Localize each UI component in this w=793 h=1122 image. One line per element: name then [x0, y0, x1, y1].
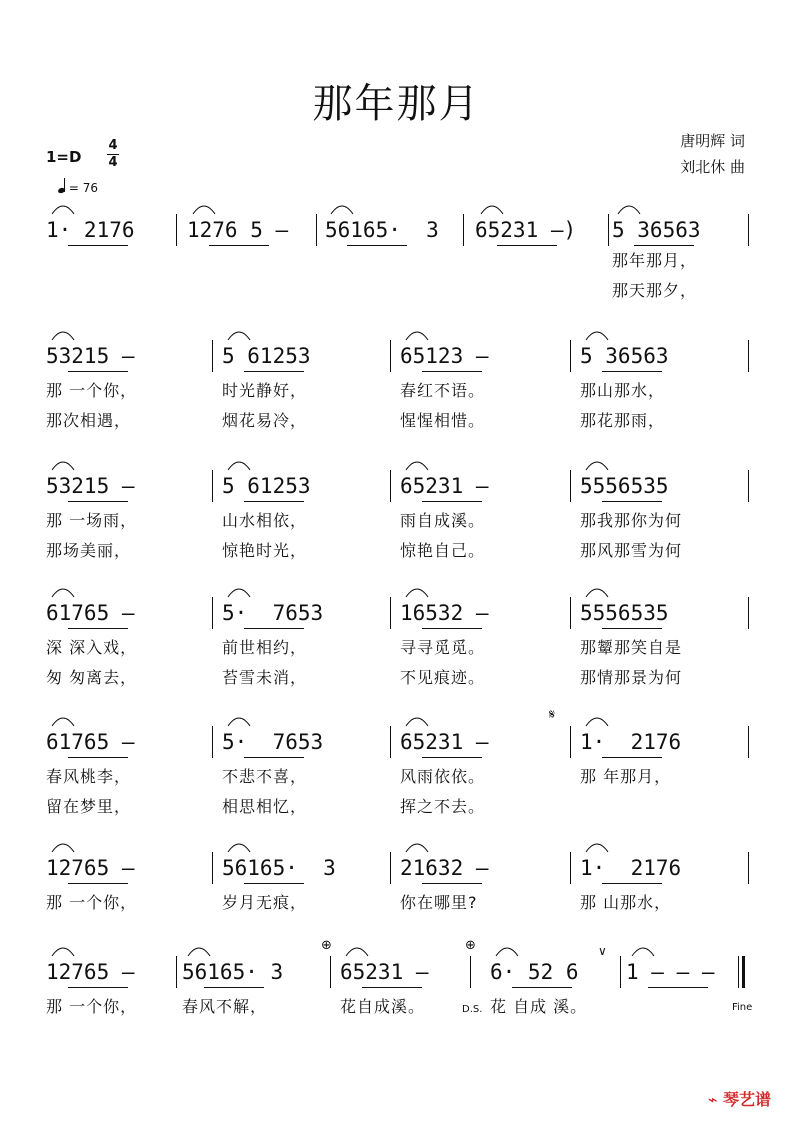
- lyric-verse1: 不悲不喜，: [222, 767, 308, 786]
- fine-mark: Fine: [732, 1002, 753, 1013]
- ds-mark: D.S.: [462, 1004, 483, 1015]
- lyric-verse2: 那花那雨，: [580, 411, 666, 430]
- measure-notes: 16532 –: [400, 601, 489, 625]
- lyric-verse1: 那 一个你，: [46, 997, 138, 1016]
- measure-notes: 61765 –: [46, 730, 135, 754]
- beam-line: [497, 245, 557, 246]
- lyric-verse1: 春风桃李，: [46, 767, 132, 786]
- measure-notes: 56165· 3: [325, 218, 439, 242]
- bar-line: [570, 726, 571, 758]
- lyric-verse1: 花 自成 溪。: [490, 997, 588, 1016]
- lyric-verse1: 那颦那笑自是: [580, 638, 683, 657]
- measure-notes: 1276 5 –: [187, 218, 289, 242]
- beam-line: [422, 757, 482, 758]
- key-signature: 1=D: [46, 148, 82, 166]
- bar-line: [748, 597, 749, 629]
- bar-line: [212, 726, 213, 758]
- bar-line: [742, 956, 745, 988]
- slur-arc: [52, 718, 74, 726]
- lyric-verse1: 那山那水，: [580, 381, 666, 400]
- bar-line: [570, 470, 571, 502]
- lyric-verse2: 惊艳自己。: [400, 541, 486, 560]
- slur-arc: [228, 332, 250, 340]
- bar-line: [570, 852, 571, 884]
- lyric-verse2: 那次相遇，: [46, 411, 132, 430]
- measure-notes: 61765 –: [46, 601, 135, 625]
- time-signature-top: 4: [108, 138, 118, 153]
- lyric-verse1: 前世相约，: [222, 638, 308, 657]
- slur-marks: [0, 834, 793, 854]
- lyric-verse2: 留在梦里，: [46, 797, 132, 816]
- slur-marks: [0, 322, 793, 342]
- beam-line: [209, 245, 269, 246]
- beam-line: [68, 987, 128, 988]
- slur-arc: [188, 948, 210, 956]
- bar-line: [212, 597, 213, 629]
- lyric-verse1: 那 年那月，: [580, 767, 672, 786]
- lyric-verse1: 那我那你为何: [580, 511, 683, 530]
- measure-notes: 65231 –): [475, 218, 577, 242]
- slur-arc: [331, 206, 353, 214]
- coda-icon-2: ⊕: [465, 938, 476, 953]
- lyric-verse2: 那天那夕，: [612, 281, 698, 300]
- slur-arc: [52, 332, 74, 340]
- beam-line: [602, 757, 662, 758]
- breath-mark-icon: ∨: [598, 944, 607, 958]
- bar-line: [570, 340, 571, 372]
- beam-line: [244, 757, 304, 758]
- measure-notes: 5 36563: [612, 218, 701, 242]
- beam-line: [422, 628, 482, 629]
- slur-arc: [496, 948, 518, 956]
- slur-arc: [406, 462, 428, 470]
- bar-line: [748, 340, 749, 372]
- slur-arc: [346, 948, 368, 956]
- measure-notes: 5· 7653: [222, 730, 324, 754]
- lyric-verse2: 烟花易冷，: [222, 411, 308, 430]
- beam-line: [244, 501, 304, 502]
- beam-line: [244, 628, 304, 629]
- slur-arc: [586, 462, 608, 470]
- lyric-verse2: 苔雪未消，: [222, 668, 308, 687]
- slur-arc: [52, 206, 74, 214]
- logo-icon: ⌁: [707, 1090, 718, 1109]
- bar-line: [470, 956, 471, 988]
- slur-arc: [406, 844, 428, 852]
- bar-line: [212, 852, 213, 884]
- measure-notes: 5556535: [580, 601, 669, 625]
- slur-arc: [52, 844, 74, 852]
- site-logo: [708, 1087, 771, 1110]
- lyric-verse1: 春风不解，: [182, 997, 268, 1016]
- slur-arc: [406, 589, 428, 597]
- bar-line: [620, 956, 621, 988]
- slur-arc: [618, 206, 640, 214]
- bar-line: [748, 214, 749, 246]
- lyric-verse1: 春红不语。: [400, 381, 486, 400]
- lyric-verse1: 寻寻觅觅。: [400, 638, 486, 657]
- measure-notes: 53215 –: [46, 474, 135, 498]
- slur-arc: [228, 589, 250, 597]
- measure-notes: 56165· 3: [182, 960, 284, 984]
- bar-line: [748, 470, 749, 502]
- measure-notes: 5 36563: [580, 344, 669, 368]
- lyric-verse1: 雨自成溪。: [400, 511, 486, 530]
- lyric-verse1: 风雨依依。: [400, 767, 486, 786]
- bar-line: [463, 214, 464, 246]
- time-signature-bottom: 4: [108, 155, 118, 170]
- slur-arc: [586, 718, 608, 726]
- bar-line: [212, 340, 213, 372]
- slur-arc: [52, 589, 74, 597]
- beam-line: [602, 501, 662, 502]
- beam-line: [362, 987, 422, 988]
- slur-arc: [228, 718, 250, 726]
- lyric-verse1: 岁月无痕，: [222, 893, 308, 912]
- beam-line: [648, 987, 708, 988]
- page-title: 那年那月: [312, 81, 481, 127]
- lyric-verse2: 不见痕迹。: [400, 668, 486, 687]
- measure-notes: 6· 52 6: [490, 960, 579, 984]
- beam-line: [347, 245, 407, 246]
- lyric-verse2: 惊艳时光，: [222, 541, 308, 560]
- composer-credit: 刘北休 曲: [680, 158, 745, 176]
- lyric-verse1: 那 一个你，: [46, 381, 138, 400]
- measure-notes: 65231 –: [400, 730, 489, 754]
- bar-line: [390, 340, 391, 372]
- bar-line: [748, 852, 749, 884]
- lyric-verse1: 山水相依，: [222, 511, 308, 530]
- lyric-verse1: 那 山那水，: [580, 893, 672, 912]
- measure-notes: 12765 –: [46, 960, 135, 984]
- bar-line: [390, 597, 391, 629]
- slur-marks: [0, 938, 793, 958]
- bar-line: [570, 597, 571, 629]
- slur-arc: [406, 332, 428, 340]
- slur-arc: [193, 206, 215, 214]
- bar-line: [390, 470, 391, 502]
- lyric-verse2: 那场美丽，: [46, 541, 132, 560]
- lyric-verse2: 挥之不去。: [400, 797, 486, 816]
- time-signature: [107, 138, 119, 171]
- slur-arc: [586, 844, 608, 852]
- bar-line: [316, 214, 317, 246]
- measure-notes: 1· 2176: [580, 730, 682, 754]
- lyric-verse2: 匆 匆离去，: [46, 668, 138, 687]
- beam-line: [244, 371, 304, 372]
- beam-line: [68, 628, 128, 629]
- beam-line: [68, 245, 128, 246]
- slur-arc: [632, 948, 654, 956]
- slur-arc: [52, 948, 74, 956]
- measure-notes: 1· 2176: [46, 218, 135, 242]
- lyric-verse1: 你在哪里?: [400, 893, 478, 912]
- measure-notes: 5 61253: [222, 344, 311, 368]
- measure-notes: 12765 –: [46, 856, 135, 880]
- measure-notes: 21632 –: [400, 856, 489, 880]
- slur-arc: [586, 589, 608, 597]
- slur-arc: [228, 844, 250, 852]
- lyric-verse1: 花自成溪。: [340, 997, 426, 1016]
- bar-line: [748, 726, 749, 758]
- bar-line: [390, 852, 391, 884]
- beam-line: [68, 501, 128, 502]
- beam-line: [602, 883, 662, 884]
- lyricist-credit: 唐明辉 词: [680, 132, 745, 150]
- slur-arc: [52, 462, 74, 470]
- beam-line: [512, 987, 572, 988]
- lyric-verse1: 时光静好，: [222, 381, 308, 400]
- slur-arc: [228, 462, 250, 470]
- bar-line: [390, 726, 391, 758]
- slur-arc: [406, 718, 428, 726]
- quarter-note-icon: [57, 187, 65, 194]
- segno-icon: 𝄋: [549, 707, 556, 723]
- beam-line: [68, 883, 128, 884]
- bar-line: [330, 956, 331, 988]
- measure-notes: 65231 –: [400, 474, 489, 498]
- lyric-verse2: 相思相忆，: [222, 797, 308, 816]
- lyric-verse1: 那 一个你，: [46, 893, 138, 912]
- measure-notes: 5556535: [580, 474, 669, 498]
- bar-line: [176, 956, 177, 988]
- slur-arc: [586, 332, 608, 340]
- tempo-value: = 76: [68, 181, 98, 195]
- lyric-verse2: 那风那雪为何: [580, 541, 683, 560]
- slur-marks: [0, 452, 793, 472]
- lyric-verse1: 那 一场雨，: [46, 511, 138, 530]
- coda-icon: ⊕: [321, 938, 332, 953]
- slur-marks: [0, 708, 793, 728]
- logo-text: 琴艺谱: [722, 1090, 771, 1109]
- slur-arc: [481, 206, 503, 214]
- bar-line: [176, 214, 177, 246]
- beam-line: [422, 501, 482, 502]
- beam-line: [244, 883, 304, 884]
- bar-line: [608, 214, 609, 246]
- beam-line: [68, 757, 128, 758]
- final-bar-thin: [738, 956, 739, 988]
- measure-notes: 1 – – –: [626, 960, 715, 984]
- bar-line: [212, 470, 213, 502]
- measure-notes: 5 61253: [222, 474, 311, 498]
- beam-line: [602, 371, 662, 372]
- beam-line: [422, 883, 482, 884]
- beam-line: [634, 245, 694, 246]
- lyric-verse1: 那年那月，: [612, 251, 698, 270]
- measure-notes: 1· 2176: [580, 856, 682, 880]
- tempo-marking: [58, 178, 98, 195]
- measure-notes: 53215 –: [46, 344, 135, 368]
- beam-line: [422, 371, 482, 372]
- beam-line: [602, 628, 662, 629]
- measure-notes: 65231 –: [340, 960, 429, 984]
- lyric-verse2: 那情那景为何: [580, 668, 683, 687]
- beam-line: [68, 371, 128, 372]
- measure-notes: 56165· 3: [222, 856, 336, 880]
- measure-notes: 5· 7653: [222, 601, 324, 625]
- slur-marks: [0, 196, 793, 216]
- slur-marks: [0, 579, 793, 599]
- measure-notes: 65123 –: [400, 344, 489, 368]
- beam-line: [204, 987, 264, 988]
- lyric-verse1: 深 深入戏，: [46, 638, 138, 657]
- lyric-verse2: 惺惺相惜。: [400, 411, 486, 430]
